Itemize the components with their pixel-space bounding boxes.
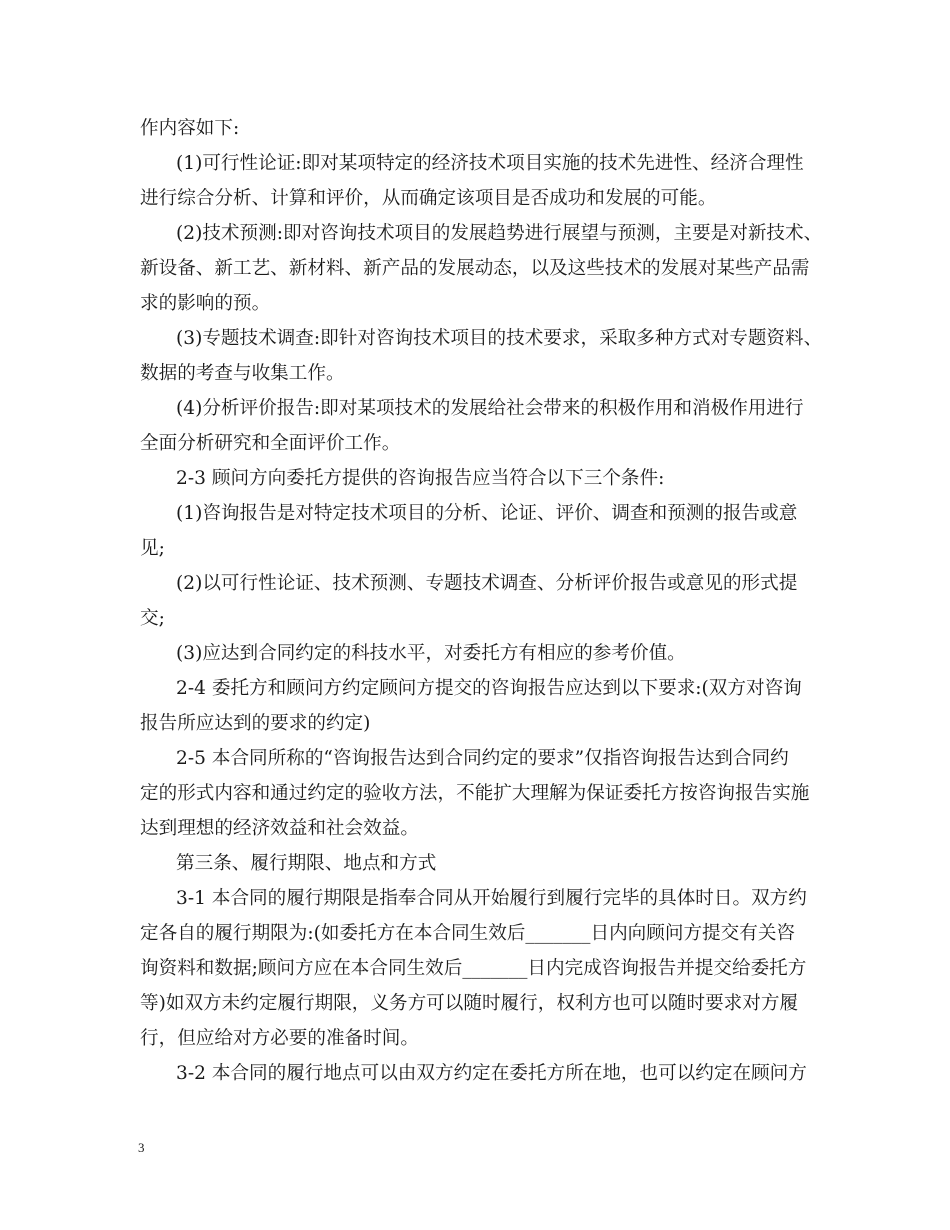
paragraph [140, 111, 840, 146]
paragraph-line: 定的形式内容和通过约定的验收方法，不能扩大理解为保证委托方按咨询报告实施 [140, 783, 810, 804]
paragraph-line: 作内容如下: [140, 118, 240, 139]
paragraph-feasibility [140, 146, 840, 216]
paragraph-line: (2)技术预测:即对咨询技术项目的发展趋势进行展望与预测，主要是对新技术、 [176, 223, 823, 244]
paragraph-condition-2 [140, 566, 840, 636]
paragraph-line: (3)专题技术调查:即针对咨询技术项目的技术要求，采取多种方式对专题资料、 [176, 328, 823, 349]
paragraph-condition-3 [140, 636, 840, 671]
clause-3-2 [140, 1056, 840, 1091]
clause-3-1 [140, 881, 840, 1056]
paragraph-line: 达到理想的经济效益和社会效益。 [140, 818, 419, 839]
page-number: 3 [138, 1140, 145, 1155]
paragraph-line: 数据的考查与收集工作。 [140, 363, 345, 384]
paragraph-line: 求的影响的预。 [140, 293, 271, 314]
paragraph-condition-1 [140, 496, 840, 566]
paragraph-line: 3-2 本合同的履行地点可以由双方约定在委托方所在地，也可以约定在顾问方 [176, 1063, 807, 1084]
paragraph-line: (3)应达到合同约定的科技水平，对委托方有相应的参考价值。 [176, 643, 686, 664]
article-3-heading [140, 846, 840, 881]
paragraph-line: (2)以可行性论证、技术预测、专题技术调查、分析评价报告或意见的形式提 [176, 573, 798, 594]
paragraph-line: 2-3 顾问方向委托方提供的咨询报告应当符合以下三个条件: [176, 468, 665, 489]
paragraph-line: 全面分析研究和全面评价工作。 [140, 433, 401, 454]
paragraph-line: 2-5 本合同所称的“咨询报告达到合同约定的要求”仅指咨询报告达到合同约 [176, 748, 789, 769]
section-heading: 第三条、履行期限、地点和方式 [176, 853, 437, 874]
paragraph-line: (1)咨询报告是对特定技术项目的分析、论证、评价、调查和预测的报告或意 [176, 503, 798, 524]
paragraph-line: 3-1 本合同的履行期限是指奉合同从开始履行到履行完毕的具体时日。双方约 [176, 888, 807, 909]
paragraph-line: 交; [140, 608, 165, 629]
paragraph-line: 定各自的履行期限为:(如委托方在本合同生效后_______日内向顾问方提交有关咨 [140, 923, 796, 944]
paragraph-line: 进行综合分析、计算和评价，从而确定该项目是否成功和发展的可能。 [140, 188, 717, 209]
paragraph-forecast [140, 216, 840, 321]
clause-2-5 [140, 741, 840, 846]
document-body [140, 111, 840, 1091]
paragraph-line: (4)分析评价报告:即对某项技术的发展给社会带来的积极作用和消极作用进行 [176, 398, 804, 419]
paragraph-line: 询资料和数据;顾问方应在本合同生效后_______日内完成咨询报告并提交给委托方 [140, 958, 807, 979]
paragraph-line: (1)可行性论证:即对某项特定的经济技术项目实施的技术先进性、经济合理性 [176, 153, 804, 174]
paragraph-line: 报告所应达到的要求的约定) [140, 713, 371, 734]
clause-2-4 [140, 671, 840, 741]
paragraph-evaluation [140, 391, 840, 461]
paragraph-line: 行，但应给对方必要的准备时间。 [140, 1028, 419, 1049]
paragraph-line: 等)如双方未约定履行期限，义务方可以随时履行，权利方也可以随时要求对方履 [140, 993, 799, 1014]
paragraph-line: 2-4 委托方和顾问方约定顾问方提交的咨询报告应达到以下要求:(双方对咨询 [176, 678, 802, 699]
paragraph-line: 见; [140, 538, 165, 559]
paragraph-survey [140, 321, 840, 391]
clause-2-3 [140, 461, 840, 496]
paragraph-line: 新设备、新工艺、新材料、新产品的发展动态，以及这些技术的发展对某些产品需 [140, 258, 810, 279]
